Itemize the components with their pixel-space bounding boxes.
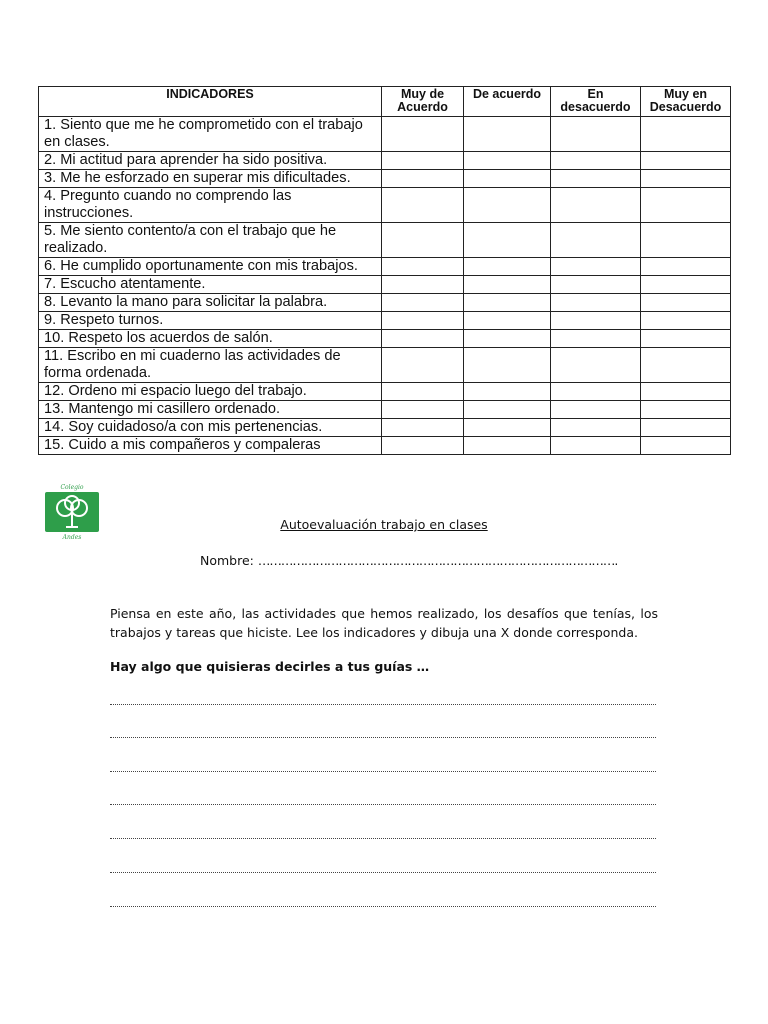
table-row <box>39 276 731 294</box>
answer-cell-muy-en-desacuerdo[interactable] <box>641 223 731 258</box>
answer-cell-muy-de-acuerdo[interactable] <box>382 152 464 170</box>
answer-line[interactable] <box>110 871 656 873</box>
answer-cell-muy-en-desacuerdo[interactable] <box>641 117 731 152</box>
indicator-text: 5. Me siento contento/a con el trabajo que he realizado. <box>39 223 382 258</box>
form-title: Autoevaluación trabajo en clases <box>280 517 488 532</box>
answer-cell-muy-en-desacuerdo[interactable] <box>641 348 731 383</box>
answer-cell-muy-de-acuerdo[interactable] <box>382 117 464 152</box>
table-row <box>39 170 731 188</box>
answer-cell-en-desacuerdo[interactable] <box>551 312 641 330</box>
answer-cell-muy-en-desacuerdo[interactable] <box>641 152 731 170</box>
table-row <box>39 401 731 419</box>
logo-bottom-text: Andes <box>62 534 82 540</box>
answer-cell-en-desacuerdo[interactable] <box>551 401 641 419</box>
question-heading: Hay algo que quisieras decirles a tus guías … <box>110 659 430 674</box>
answer-cell-en-desacuerdo[interactable] <box>551 383 641 401</box>
indicator-text: 2. Mi actitud para aprender ha sido positiva. <box>39 152 382 170</box>
answer-cell-muy-de-acuerdo[interactable] <box>382 188 464 223</box>
name-row <box>200 553 617 568</box>
answer-cell-en-desacuerdo[interactable] <box>551 330 641 348</box>
table-row <box>39 223 731 258</box>
header-muy-de-acuerdo: Muy de Acuerdo <box>382 87 464 117</box>
answer-cell-muy-en-desacuerdo[interactable] <box>641 312 731 330</box>
answer-cell-muy-en-desacuerdo[interactable] <box>641 401 731 419</box>
answer-cell-de-acuerdo[interactable] <box>464 312 551 330</box>
answer-cell-muy-en-desacuerdo[interactable] <box>641 276 731 294</box>
answer-cell-muy-de-acuerdo[interactable] <box>382 170 464 188</box>
answer-cell-en-desacuerdo[interactable] <box>551 437 641 455</box>
answer-cell-muy-de-acuerdo[interactable] <box>382 348 464 383</box>
header-de-acuerdo: De acuerdo <box>464 87 551 117</box>
indicator-text: 11. Escribo en mi cuaderno las actividades de forma ordenada. <box>39 348 382 383</box>
answer-cell-de-acuerdo[interactable] <box>464 294 551 312</box>
answer-cell-de-acuerdo[interactable] <box>464 330 551 348</box>
answer-cell-de-acuerdo[interactable] <box>464 188 551 223</box>
answer-cell-muy-de-acuerdo[interactable] <box>382 294 464 312</box>
name-label: Nombre: <box>200 553 254 568</box>
answer-cell-en-desacuerdo[interactable] <box>551 294 641 312</box>
table-row <box>39 294 731 312</box>
table-row <box>39 188 731 223</box>
table-row <box>39 330 731 348</box>
answer-line[interactable] <box>110 736 656 738</box>
indicators-table <box>38 86 731 455</box>
answer-cell-muy-de-acuerdo[interactable] <box>382 330 464 348</box>
answer-cell-de-acuerdo[interactable] <box>464 152 551 170</box>
table-row <box>39 117 731 152</box>
instructions-text: Piensa en este año, las actividades que hemos realizado, los desafíos que tenías, los trabajos y tareas que hiciste. Lee los indicadores y dibuja una X donde corresponda. <box>110 606 658 640</box>
answer-cell-en-desacuerdo[interactable] <box>551 258 641 276</box>
answer-cell-en-desacuerdo[interactable] <box>551 419 641 437</box>
answer-cell-de-acuerdo[interactable] <box>464 223 551 258</box>
answer-cell-de-acuerdo[interactable] <box>464 437 551 455</box>
answer-cell-muy-de-acuerdo[interactable] <box>382 276 464 294</box>
answer-cell-de-acuerdo[interactable] <box>464 170 551 188</box>
indicator-text: 14. Soy cuidadoso/a con mis pertenencias. <box>39 419 382 437</box>
answer-cell-muy-en-desacuerdo[interactable] <box>641 330 731 348</box>
table-row <box>39 152 731 170</box>
answer-cell-muy-en-desacuerdo[interactable] <box>641 188 731 223</box>
answer-cell-muy-en-desacuerdo[interactable] <box>641 383 731 401</box>
answer-cell-en-desacuerdo[interactable] <box>551 117 641 152</box>
answer-cell-muy-de-acuerdo[interactable] <box>382 383 464 401</box>
answer-cell-en-desacuerdo[interactable] <box>551 223 641 258</box>
answer-cell-de-acuerdo[interactable] <box>464 117 551 152</box>
answer-cell-muy-en-desacuerdo[interactable] <box>641 170 731 188</box>
indicator-text: 3. Me he esforzado en superar mis dificultades. <box>39 170 382 188</box>
answer-cell-muy-de-acuerdo[interactable] <box>382 419 464 437</box>
table-header-row <box>39 87 731 117</box>
table-row <box>39 383 731 401</box>
header-muy-en-desacuerdo: Muy en Desacuerdo <box>641 87 731 117</box>
indicator-text: 4. Pregunto cuando no comprendo las instrucciones. <box>39 188 382 223</box>
answer-cell-en-desacuerdo[interactable] <box>551 170 641 188</box>
answer-line[interactable] <box>110 905 656 907</box>
answer-cell-en-desacuerdo[interactable] <box>551 188 641 223</box>
indicator-text: 1. Siento que me he comprometido con el trabajo en clases. <box>39 117 382 152</box>
answer-cell-muy-en-desacuerdo[interactable] <box>641 258 731 276</box>
answer-line[interactable] <box>110 703 656 705</box>
indicator-text: 6. He cumplido oportunamente con mis trabajos. <box>39 258 382 276</box>
header-en-desacuerdo: En desacuerdo <box>551 87 641 117</box>
table-row <box>39 437 731 455</box>
name-field[interactable]: …………………………………………………………………………………. <box>257 553 618 568</box>
answer-line[interactable] <box>110 803 656 805</box>
answer-cell-muy-en-desacuerdo[interactable] <box>641 294 731 312</box>
answer-line[interactable] <box>110 837 656 839</box>
answer-cell-muy-de-acuerdo[interactable] <box>382 223 464 258</box>
answer-cell-de-acuerdo[interactable] <box>464 383 551 401</box>
indicator-text: 8. Levanto la mano para solicitar la palabra. <box>39 294 382 312</box>
indicator-text: 12. Ordeno mi espacio luego del trabajo. <box>39 383 382 401</box>
table-row <box>39 258 731 276</box>
table-row <box>39 348 731 383</box>
answer-cell-en-desacuerdo[interactable] <box>551 152 641 170</box>
answer-cell-muy-en-desacuerdo[interactable] <box>641 419 731 437</box>
answer-cell-en-desacuerdo[interactable] <box>551 276 641 294</box>
indicator-text: 13. Mantengo mi casillero ordenado. <box>39 401 382 419</box>
indicator-text: 15. Cuido a mis compañeros y compaleras <box>39 437 382 455</box>
table-row <box>39 419 731 437</box>
answer-cell-muy-de-acuerdo[interactable] <box>382 437 464 455</box>
answer-cell-de-acuerdo[interactable] <box>464 419 551 437</box>
answer-cell-en-desacuerdo[interactable] <box>551 348 641 383</box>
answer-cell-muy-de-acuerdo[interactable] <box>382 401 464 419</box>
answer-cell-de-acuerdo[interactable] <box>464 276 551 294</box>
table-row <box>39 312 731 330</box>
answer-cell-de-acuerdo[interactable] <box>464 348 551 383</box>
answer-line[interactable] <box>110 770 656 772</box>
answer-cell-muy-de-acuerdo[interactable] <box>382 258 464 276</box>
answer-cell-de-acuerdo[interactable] <box>464 401 551 419</box>
indicator-text: 7. Escucho atentamente. <box>39 276 382 294</box>
header-indicadores: INDICADORES <box>39 87 382 117</box>
answer-cell-muy-de-acuerdo[interactable] <box>382 312 464 330</box>
indicator-text: 10. Respeto los acuerdos de salón. <box>39 330 382 348</box>
answer-cell-de-acuerdo[interactable] <box>464 258 551 276</box>
logo-top-text: Colegio <box>60 484 84 491</box>
answer-cell-muy-en-desacuerdo[interactable] <box>641 437 731 455</box>
indicator-text: 9. Respeto turnos. <box>39 312 382 330</box>
